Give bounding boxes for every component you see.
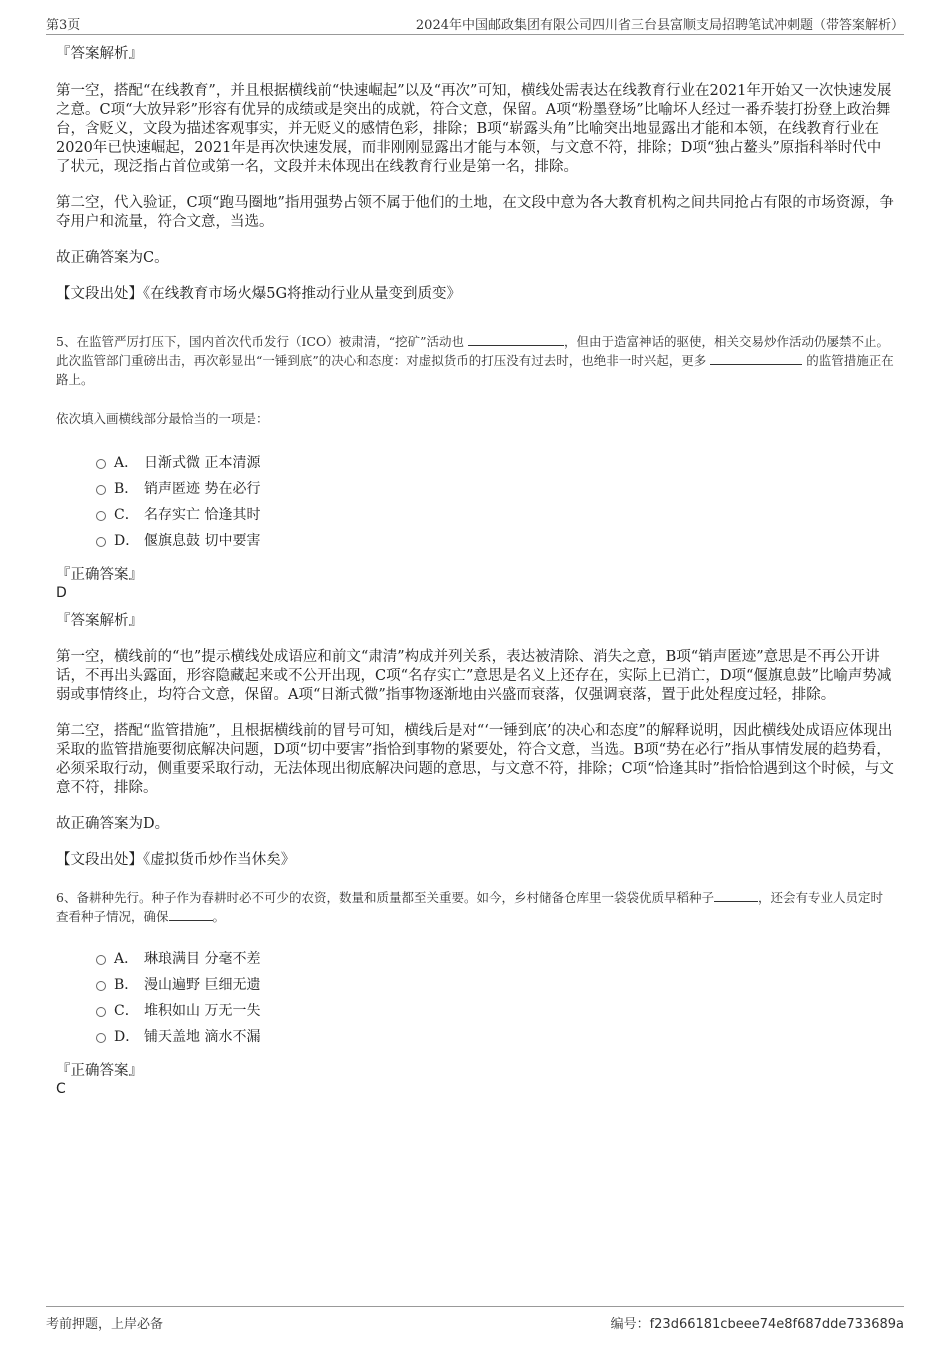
analysis-label: 『答案解析』 (56, 613, 143, 629)
q5-option-b[interactable]: B． 销声匿迹 势在必行 (96, 476, 894, 502)
q6-option-b[interactable]: B． 漫山遍野 巨细无遗 (96, 972, 894, 998)
q5-option-a[interactable]: A． 日渐式微 正本清源 (96, 450, 894, 476)
blank-line (169, 907, 213, 921)
q6-option-c[interactable]: C． 堆积如山 万无一失 (96, 998, 894, 1024)
q5-option-d[interactable]: D． 偃旗息鼓 切中要害 (96, 528, 894, 554)
analysis-label: 『答案解析』 (56, 46, 143, 62)
radio-icon[interactable] (96, 955, 106, 965)
page-header (46, 14, 904, 35)
q5-options (96, 450, 894, 554)
blank-line (468, 332, 564, 346)
radio-icon[interactable] (96, 981, 106, 991)
q6-options (96, 946, 894, 1050)
q6-option-a[interactable]: A． 琳琅满目 分毫不差 (96, 946, 894, 972)
q4-source: 【文段出处】《在线教育市场火爆5G将推动行业从量变到质变》 (56, 286, 462, 302)
q5-option-c[interactable]: C． 名存实亡 恰逢其时 (96, 502, 894, 528)
page-content (56, 44, 894, 1108)
q5-correct-answer: D (56, 585, 67, 601)
q5-source: 【文段出处】《虚拟货币炒作当休矣》 (56, 852, 296, 868)
footer-slogan: 考前押题，上岸必备 (46, 1317, 164, 1332)
q5-instruction: 依次填入画横线部分最恰当的一项是： (56, 411, 269, 426)
radio-icon[interactable] (96, 1007, 106, 1017)
page-footer (46, 1306, 904, 1331)
q4-analysis-para1: 第一空，搭配“在线教育”，并且根据横线前“快速崛起”以及“再次”可知，横线处需表达在线教育行业在2021年开始又一次快速发展之意。C项“大放异彩”形容有优异的成绩或是突出的成就，符合文意，保留。A项“粉墨登场”比喻坏人经过一番乔装打扮登上政治舞台，含贬义，文段为描述客观事实，并无贬义的感情色彩，排除；B项“崭露头角”比喻突出地显露出才能和本领，在线教育行业在2020年已快速崛起，2021年是再次快速发展，而非刚刚显露出才能与本领，与文意不符，排除；D项“独占鳌头”原指科举时代中了状元，现泛指占首位或第一名，文段并未体现出在线教育行业是第一名，排除。 (56, 83, 892, 175)
q5-stem: 5、在监管严厉打压下，国内首次代币发行（ICO）被肃清，“挖矿”活动也 ，但由于造富神话的驱使，相关交易炒作活动仍屡禁不止。此次监管部门重磅出击，再次彰显出“一锤到底”的决心和态度：对虚拟货币的打压没有过去时，也绝非一时兴起，更多 的监管措施正在路上。 (56, 334, 894, 387)
q6-stem: 6、备耕种先行。种子作为春耕时必不可少的农资，数量和质量都至关重要。如今，乡村储备仓库里一袋袋优质早稻种子 ，还会有专业人员定时查看种子情况，确保 。 (56, 890, 883, 924)
q5-analysis-para1: 第一空，横线前的“也”提示横线处成语应和前文“肃清”构成并列关系，表达被清除、消失之意，B项“销声匿迹”意思是不再公开讲话，不再出头露面，形容隐藏起来或不公开出现，C项“名存实亡”意思是名义上还存在，实际上已消亡，D项“偃旗息鼓”比喻声势减弱或事情终止，均符合文意，保留。A项“日渐式微”指事物逐渐地由兴盛而衰落，仅强调衰落，置于此处程度过轻，排除。 (56, 649, 892, 703)
q6-option-d[interactable]: D． 铺天盖地 滴水不漏 (96, 1024, 894, 1050)
q4-analysis-para2: 第二空，代入验证，C项“跑马圈地”指用强势占领不属于他们的土地，在文段中意为各大教育机构之间共同抢占有限的市场资源，争夺用户和流量，符合文意，当选。 (56, 195, 894, 230)
radio-icon[interactable] (96, 537, 106, 547)
correct-answer-label: 『正确答案』 (56, 1063, 143, 1079)
radio-icon[interactable] (96, 511, 106, 521)
q5-analysis-para2: 第二空，搭配“监管措施”，且根据横线前的冒号可知，横线后是对“‘一锤到底’的决心和态度”的解释说明，因此横线处成语应体现出采取的监管措施要彻底解决问题，D项“切中要害”指恰到事物的紧要处，符合文意，当选。B项“势在必行”指从事情发展的趋势看，必须采取行动，侧重要采取行动，无法体现出彻底解决问题的意思，与文意不符，排除；C项“恰逢其时”指恰恰遇到这个时候，与文意不符，排除。 (56, 723, 894, 796)
radio-icon[interactable] (96, 1033, 106, 1043)
radio-icon[interactable] (96, 485, 106, 495)
q4-conclusion: 故正确答案为C。 (56, 250, 169, 266)
q6-answer-block (56, 1062, 894, 1098)
q5-answer-block (56, 566, 894, 630)
blank-line (714, 888, 758, 902)
document-code: 编号：f23d66181cbeee74e8f687dde733689a (610, 1317, 904, 1332)
correct-answer-label: 『正确答案』 (56, 567, 143, 583)
page-number: 第3页 (46, 18, 81, 33)
q5-conclusion: 故正确答案为D。 (56, 816, 170, 832)
radio-icon[interactable] (96, 459, 106, 469)
document-title: 2024年中国邮政集团有限公司四川省三台县富顺支局招聘笔试冲刺题（带答案解析） (415, 18, 904, 33)
q6-correct-answer: C (56, 1081, 66, 1097)
blank-line (710, 351, 802, 365)
